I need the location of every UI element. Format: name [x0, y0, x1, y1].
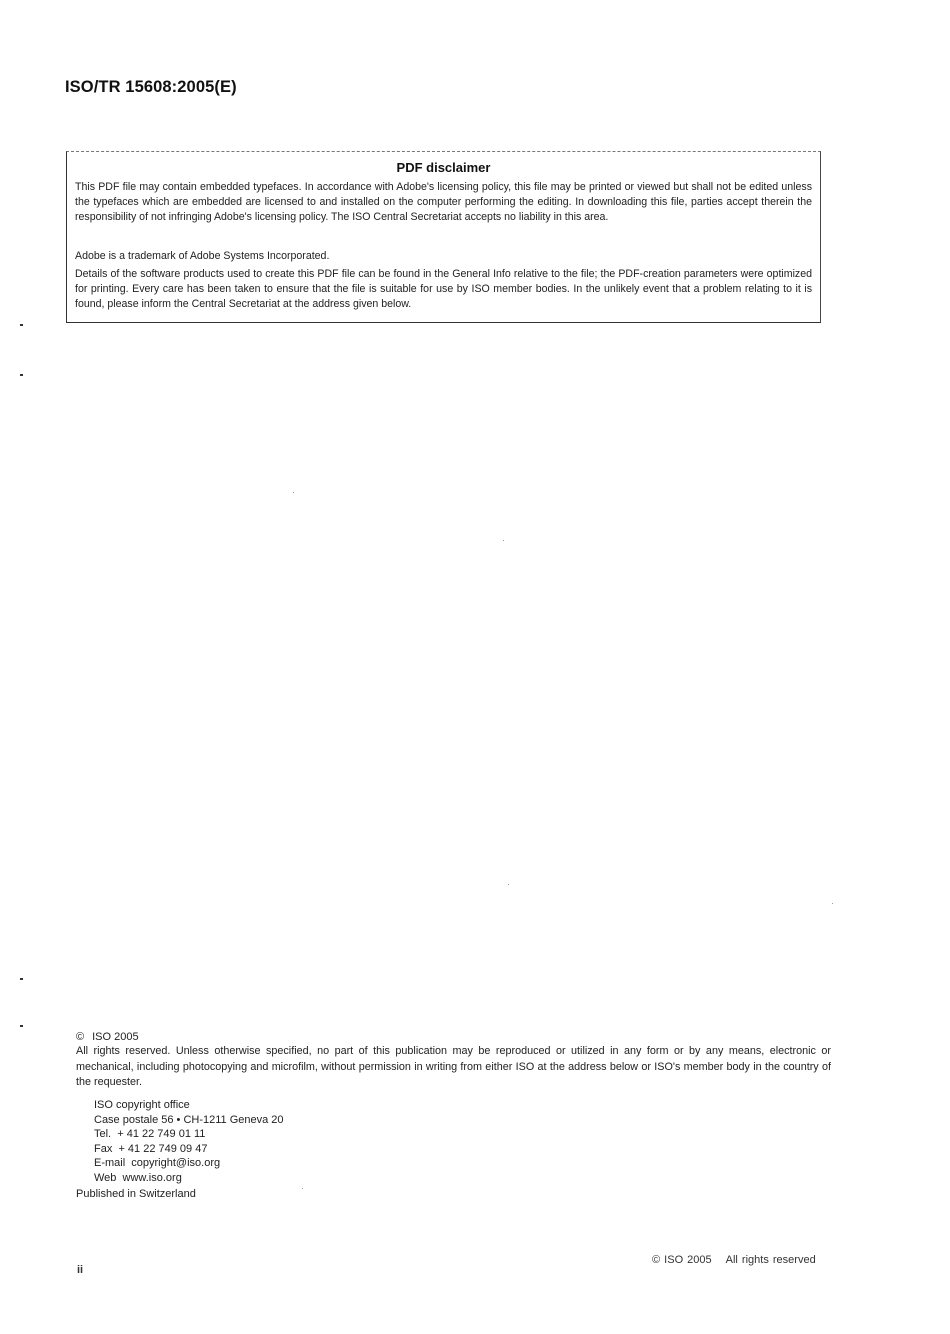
disclaimer-title: PDF disclaimer [396, 160, 491, 175]
scan-speck [508, 884, 509, 885]
address-email: E-mail copyright@iso.org [94, 1157, 221, 1170]
scan-speck [832, 903, 833, 904]
footer-rights: All rights reserved [725, 1254, 816, 1266]
document-id-header: ISO/TR 15608:2005(E) [65, 78, 237, 96]
scan-mark [20, 374, 23, 376]
address-postal: Case postale 56 • CH-1211 Geneva 20 [94, 1113, 284, 1126]
scan-mark [20, 978, 23, 980]
scan-mark [20, 324, 23, 326]
copyright-year: ISO 2005 [92, 1031, 139, 1043]
scan-speck [302, 1188, 303, 1189]
footer-copyright-symbol: © [652, 1254, 661, 1266]
scan-mark [20, 1025, 23, 1027]
disclaimer-paragraph-trademark: Adobe is a trademark of Adobe Systems Incorporated. [75, 250, 330, 262]
address-web: Web www.iso.org [94, 1171, 182, 1184]
iso-address-block [94, 1098, 284, 1186]
address-tel: Tel. + 41 22 749 01 11 [94, 1128, 206, 1141]
scan-speck [503, 540, 504, 541]
rights-reserved-paragraph: All rights reserved. Unless otherwise specified, no part of this publication may be reproduced or utilized in any form or by any means, electronic or mechanical, including photocopying and microfilm, without permission in writing from either ISO at the address below or ISO's member body in the country of the requester. [76, 1045, 831, 1088]
footer-copyright-notice: ISO 2005 [664, 1254, 712, 1266]
copyright-notice [76, 1031, 139, 1043]
address-office: ISO copyright office [94, 1099, 190, 1111]
disclaimer-paragraph-typefaces: This PDF file may contain embedded typefaces. In accordance with Adobe's licensing policy, this file may be printed or viewed but shall not be edited unless the typefaces which are embedded are licensed to and installed on the computer performing the editing. In downloading this file, parties accept therein the responsibility of not infringing Adobe's licensing policy. The ISO Central Secretariat accepts no liability in this area. [75, 181, 812, 224]
scan-speck [293, 492, 294, 493]
page-number: ii [77, 1264, 84, 1276]
address-fax: Fax + 41 22 749 09 47 [94, 1142, 208, 1155]
footer-copyright [652, 1254, 816, 1266]
published-in: Published in Switzerland [76, 1188, 196, 1200]
copyright-symbol: © [76, 1031, 85, 1043]
disclaimer-paragraph-software: Details of the software products used to create this PDF file can be found in the General Info relative to the file; the PDF-creation parameters were optimized for printing. Every care has been taken to ensure that the file is suitable for use by ISO member bodies. In the unlikely event that a problem relating to it is found, please inform the Central Secretariat at the address given below. [75, 268, 812, 311]
pdf-disclaimer-box [66, 151, 821, 323]
